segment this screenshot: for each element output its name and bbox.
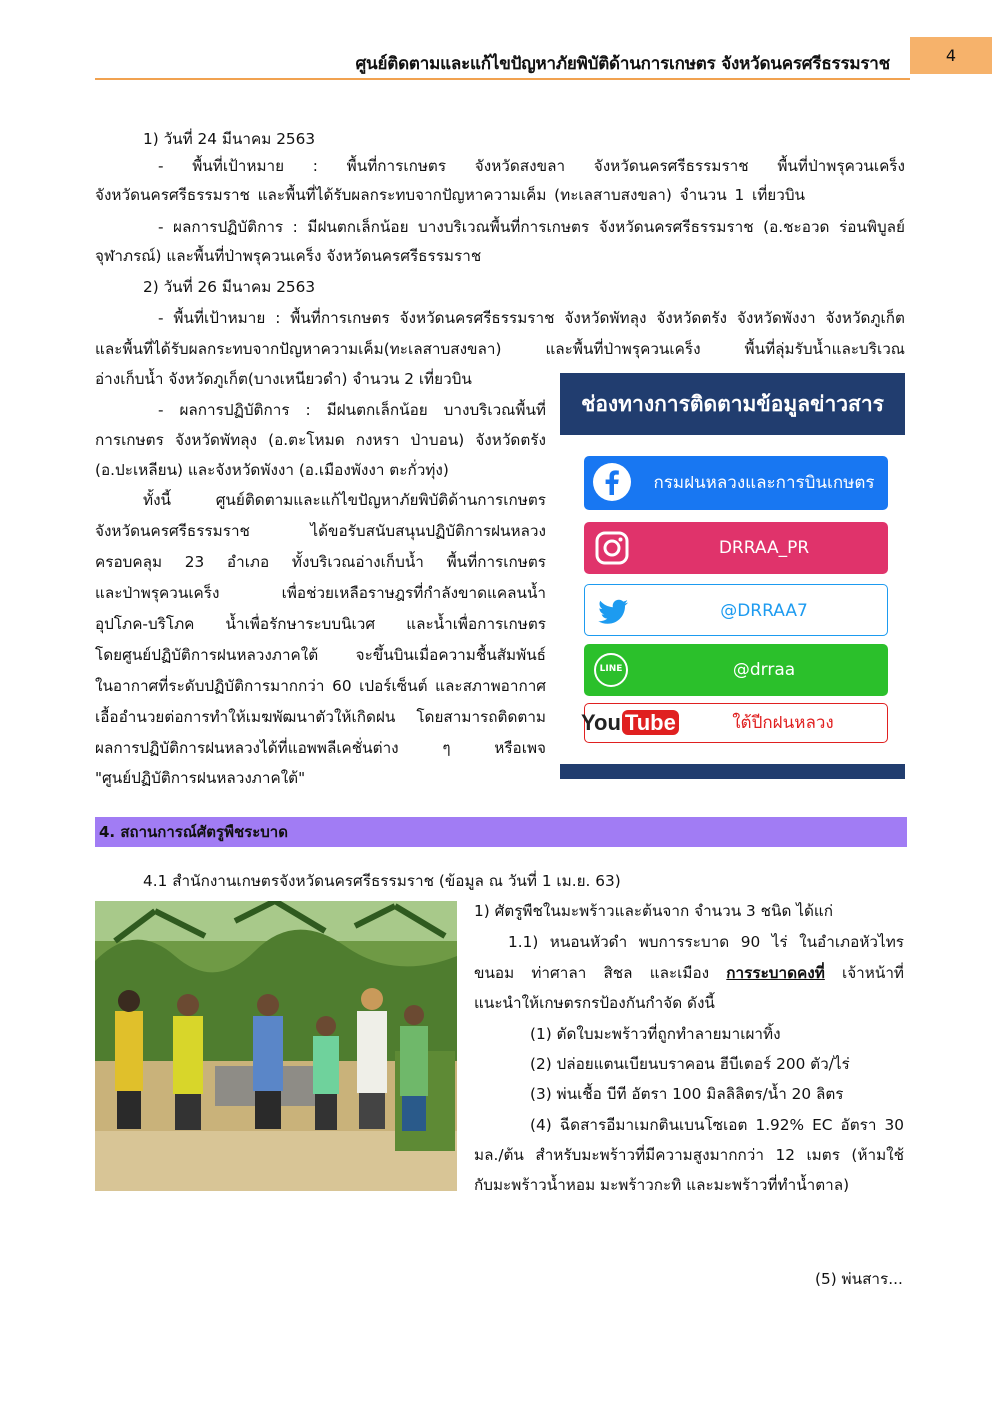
summary-line: ครอบคลุม 23 อำเภอ ทั้งบริเวณอ่างเก็บน้ำ พื้นที่การเกษตร <box>95 553 546 571</box>
page-number-badge: 4 <box>910 37 992 74</box>
instagram-channel[interactable] <box>584 522 888 574</box>
target-line: - พื้นที่เป้าหมาย : พื้นที่การเกษตร จังหวัดนครศรีธรรมราช จังหวัดพัทลุง จังหวัดตรัง จังหวัดพังงา จังหวัดภูเก็ต <box>158 309 905 327</box>
social-panel-footer-bar <box>560 764 905 779</box>
section-heading: 4. สถานการณ์ศัตรูพืชระบาด <box>95 817 907 847</box>
control-step: กับมะพร้าวน้ำหอม มะพร้าวกะทิ และมะพร้าวที่ทำน้ำตาล) <box>474 1176 850 1194</box>
pest-list-intro: 1) ศัตรูพืชในมะพร้าวและต้นจาก จำนวน 3 ชนิด ได้แก่ <box>474 902 834 920</box>
youtube-logo-you: You <box>581 710 621 735</box>
summary-line: จังหวัดนครศรีธรรมราช ได้ขอรับสนับสนุนปฏิบัติการฝนหลวง <box>95 522 546 540</box>
twitter-channel[interactable] <box>584 584 888 636</box>
document-header-title: ศูนย์ติดตามและแก้ไขปัญหาภัยพิบัติด้านการเกษตร จังหวัดนครศรีธรรมราช <box>355 54 890 74</box>
target-line: จังหวัดนครศรีธรรมราช และพื้นที่ได้รับผลกระทบจากปัญหาความเค็ม (ทะเลสาบสงขลา) จำนวน 1 เที่ยวบิน <box>95 186 805 204</box>
pest-item: แนะนำให้เกษตรกรป้องกันกำจัด ดังนี้ <box>474 994 715 1012</box>
result-line: การเกษตร จังหวัดพัทลุง (อ.ตะโหมด กงหรา ป่าบอน) จังหวัดตรัง <box>95 431 546 449</box>
line-icon <box>594 653 628 687</box>
summary-line: โดยศูนย์ปฏิบัติการฝนหลวงภาคใต้ จะขึ้นบินเมื่อความชื้นสัมพันธ์ <box>95 646 546 664</box>
control-step: (2) ปล่อยแตนเบียนบราคอน ฮีบีเตอร์ 200 ตัว/ไร่ <box>530 1055 850 1073</box>
youtube-logo <box>581 706 681 740</box>
facebook-icon <box>592 462 632 502</box>
youtube-logo-tube: Tube <box>622 710 679 735</box>
target-line: และพื้นที่ได้รับผลกระทบจากปัญหาความเค็ม(ทะเลสาบสงขลา) และพื้นที่ป่าพรุควนเคร็ง พื้นที่ลุ่มรับน้ำและบริเวณ <box>95 340 905 358</box>
social-channels-panel <box>560 373 905 779</box>
line-label: @drraa <box>732 660 796 680</box>
date-line-1: 1) วันที่ 24 มีนาคม 2563 <box>143 130 316 148</box>
instagram-icon <box>592 528 632 568</box>
line-channel[interactable] <box>584 644 888 696</box>
pest-item <box>474 960 904 986</box>
result-line: - ผลการปฏิบัติการ : มีฝนตกเล็กน้อย บางบริเวณพื้นที่ <box>158 401 546 419</box>
summary-line: เอื้ออำนวยต่อการทำให้เมฆพัฒนาตัวให้เกิดฝน โดยสามารถติดตาม <box>95 708 546 726</box>
facebook-channel[interactable] <box>584 456 888 510</box>
control-step: มล./ต้น สำหรับมะพร้าวที่มีความสูงมากกว่า 12 เมตร (ห้ามใช้ <box>474 1146 904 1164</box>
target-line: อ่างเก็บน้ำ จังหวัดภูเก็ต(บางเหนียวดำ) จำนวน 2 เที่ยวบิน <box>95 370 472 388</box>
continued-note: (5) พ่นสาร... <box>815 1270 903 1288</box>
result-line: (อ.ปะเหลียน) และจังหวัดพังงา (อ.เมืองพังงา ตะกั่วทุ่ง) <box>95 461 449 479</box>
summary-line: ในอากาศที่ระดับปฏิบัติการมากกว่า 60 เปอร์เซ็นต์ และสภาพอากาศ <box>95 677 546 695</box>
youtube-label: ใต้ปีกฝนหลวง <box>732 713 834 733</box>
twitter-label: @DRRAA7 <box>720 601 808 621</box>
twitter-bird-icon <box>593 591 633 631</box>
target-line: - พื้นที่เป้าหมาย : พื้นที่การเกษตร จังหวัดสงขลา จังหวัดนครศรีธรรมราช พื้นที่ป่าพรุควนเคร็ง <box>158 157 905 175</box>
summary-line: ทั้งนี้ ศูนย์ติดตามและแก้ไขปัญหาภัยพิบัติด้านการเกษตร <box>143 491 546 509</box>
header-divider <box>95 78 910 80</box>
pest-item: 1.1) หนอนหัวดำ พบการระบาด 90 ไร่ ในอำเภอหัวไทร <box>508 933 904 951</box>
field-photo <box>95 901 457 1191</box>
summary-line: "ศูนย์ปฏิบัติการฝนหลวงภาคใต้" <box>95 769 306 787</box>
facebook-label: กรมฝนหลวงและการบินเกษตร <box>653 473 875 493</box>
result-line: - ผลการปฏิบัติการ : มีฝนตกเล็กน้อย บางบริเวณพื้นที่การเกษตร จังหวัดนครศรีธรรมราช (อ.ชะอวด ร่อนพิบูลย์ <box>158 218 905 236</box>
result-line: จุฬาภรณ์) และพื้นที่ป่าพรุควนเคร็ง จังหวัดนครศรีธรรมราช <box>95 247 482 265</box>
control-step: (4) ฉีดสารอีมาเมกตินเบนโซเอต 1.92% EC อัตรา 30 <box>530 1116 904 1134</box>
instagram-label: DRRAA_PR <box>718 538 810 558</box>
social-panel-title: ช่องทางการติดตามข้อมูลข่าวสาร <box>560 373 905 435</box>
control-step: (3) พ่นเชื้อ บีที อัตรา 100 มิลลิลิตร/น้ำ 20 ลิตร <box>530 1085 844 1103</box>
line-icon-text: LINE <box>599 664 623 674</box>
pest-item-text: ขนอม ท่าศาลา สิชล และเมือง <box>474 964 727 982</box>
subsection-heading: 4.1 สำนักงานเกษตรจังหวัดนครศรีธรรมราช (ข้อมูล ณ วันที่ 1 เม.ย. 63) <box>143 872 621 890</box>
outbreak-status-emphasis: การระบาดคงที่ <box>726 964 825 982</box>
date-line-2: 2) วันที่ 26 มีนาคม 2563 <box>143 278 316 296</box>
summary-line: อุปโภค-บริโภค น้ำเพื่อรักษาระบบนิเวศ และน้ำเพื่อการเกษตร <box>95 615 546 633</box>
field-photo-illustration <box>95 901 457 1191</box>
pest-item-text: เจ้าหน้าที่ <box>824 964 904 982</box>
summary-line: และป่าพรุควนเคร็ง เพื่อช่วยเหลือราษฎรที่กำลังขาดแคลนน้ำ <box>95 584 546 602</box>
control-step: (1) ตัดใบมะพร้าวที่ถูกทำลายมาเผาทิ้ง <box>530 1025 781 1043</box>
youtube-channel[interactable] <box>581 703 888 743</box>
summary-line: ผลการปฏิบัติการฝนหลวงได้ที่แอพพลีเคชั่นต่าง ๆ หรือเพจ <box>95 739 546 757</box>
